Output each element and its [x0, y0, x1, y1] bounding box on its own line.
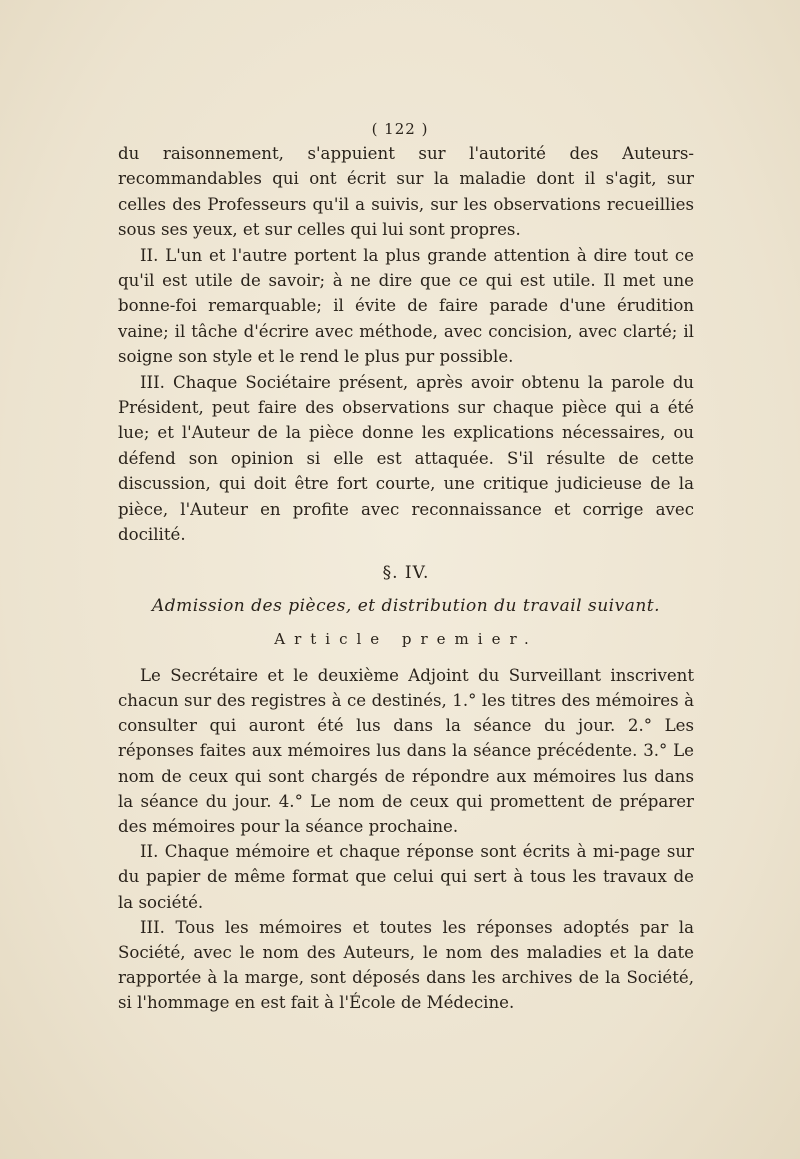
paragraph-iii: III. Chaque Sociétaire présent, après avoir obtenu la parole du Président, peut faire des observations sur chaque pièce qui a été lue; et l'Auteur de la pièce donne les explications nécessaires, ou défend son opinion si elle est attaquée. S'il résulte de cette discussion, qui doit être fort courte, une critique judicieuse de la pièce, l'Auteur en profite avec reconnaissance et corrige avec docilité. [118, 372, 694, 545]
page-number: ( 122 ) [371, 120, 429, 138]
paragraph-ii: II. L'un et l'autre portent la plus grande attention à dire tout ce qu'il est utile de savoir; à ne dire que ce qui est utile. Il met une bonne-foi remarquable; il évite de faire parade d'une érudition vaine; il tâche d'écrire avec méthode, avec concision, avec clarté; il soigne son style et le rend le plus pur possible. [118, 245, 694, 367]
paragraph-article-iii: III. Tous les mémoires et toutes les réponses adoptés par la Société, avec le nom des Auteurs, le nom des maladies et la date rapportée à la marge, sont déposés dans les archives de la Société, si l'hommage en est fait à l'École de Médecine. [118, 917, 694, 1013]
page-body [118, 141, 694, 1016]
section-subtitle: Admission des pièces, et distribution du travail suivant. [151, 595, 661, 616]
article-heading: Article premier. [274, 630, 538, 649]
paragraph-article-1: Le Secrétaire et le deuxième Adjoint du Surveillant inscrivent chacun sur des registres à ce destinés, 1.° les titres des mémoires à consulter qui auront été lus dans la séance du jour. 2.° Les réponses faites aux mémoires lus dans la séance précédente. 3.° Le nom de ceux qui sont chargés de répondre aux mémoires lus dans la séance du jour. 4.° Le nom de ceux qui promettent de préparer des mémoires pour la séance prochaine. [118, 665, 694, 836]
paragraph-continued: du raisonnement, s'appuient sur l'autorité des Auteurs-recommandables qui ont écrit sur la maladie dont il s'agit, sur celles des Professeurs qu'il a suivis, sur les observations recueillies sous ses yeux, et sur celles qui lui sont propres. [118, 144, 694, 240]
section-heading: §. IV. [382, 562, 430, 583]
paragraph-article-ii: II. Chaque mémoire et chaque réponse sont écrits à mi-page sur du papier de même format que celui qui sert à tous les travaux de la société. [118, 842, 694, 912]
